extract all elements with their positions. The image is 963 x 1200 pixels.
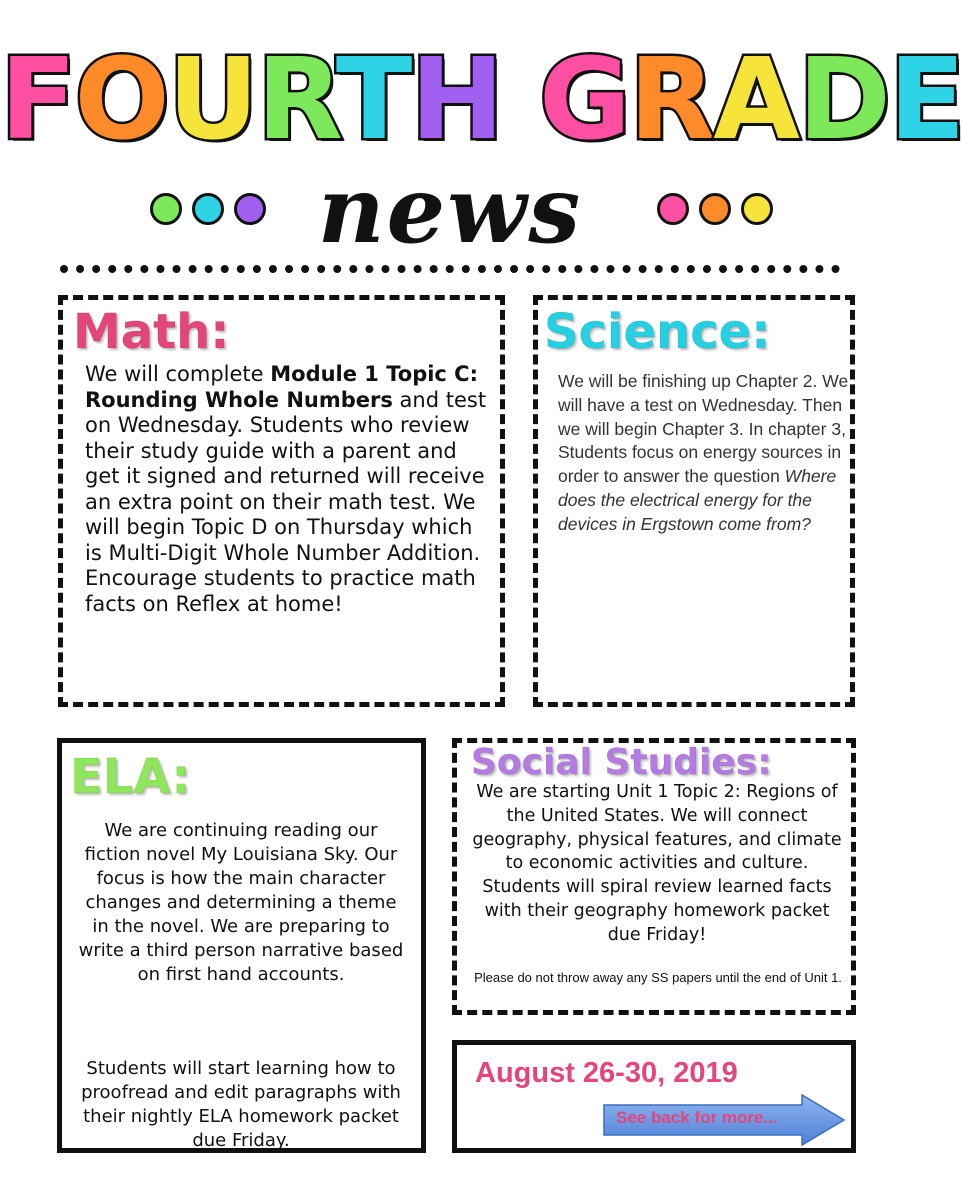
math-section [58,295,505,707]
dotted-divider [60,265,840,275]
social-studies-section [452,738,856,1015]
date-section [452,1040,856,1153]
ela-text [76,795,406,1177]
math-topic: Module 1 Topic C: Rounding Whole Numbers [85,362,478,412]
see-back-label: See back for more... [616,1108,778,1127]
title-letter: O [74,35,168,165]
decorative-dot [741,193,773,225]
decorative-dots-right [657,193,773,225]
math-heading: Math: [73,304,230,360]
ela-heading: ELA: [70,749,191,805]
title-letter [502,35,539,165]
week-date: August 26-30, 2019 [475,1057,738,1089]
title-letter: T [335,35,411,165]
title-letter: A [713,35,798,165]
title-letter: D [797,35,889,165]
decorative-dot [657,193,689,225]
science-text: We will be finishing up Chapter 2. We will have a test on Wednesday. Then we will begin Chapter 3. In chapter 3, Students focus on energy sources in order to answer the question Where does the electrical energy for the devices in Ergstown come from? [558,371,849,534]
see-back-arrow[interactable] [602,1093,846,1147]
newsletter-title [0,30,963,170]
science-question: Where does the electrical energy for the devices in Ergstown come from? [558,466,837,534]
title-letter: U [167,35,257,165]
title-letter: R [628,35,714,165]
title-letter: E [888,35,963,165]
social-studies-note: Please do not throw away any SS papers until the end of Unit 1. [474,970,842,985]
title-letter: F [0,35,75,165]
decorative-dot [699,193,731,225]
title-letter: G [539,35,629,165]
title-letter: R [256,35,336,165]
math-text: We will complete Module 1 Topic C: Rounding Whole Numbers and test on Wednesday. Students who review their study guide with a parent and get it signed and returned will receive an extra point on their math test. We will begin Topic D on Thursday which is Multi-Digit Whole Number Addition. Encourage students to practice math facts on Reflex at home! [85,362,487,616]
social-studies-heading: Social Studies: [471,742,772,783]
social-studies-text: We are starting Unit 1 Topic 2: Regions of the United States. We will connect geography, physical features, and climate to economic activities and culture. Students will spiral review learned facts with their geography homework packet due Friday! [472,782,842,945]
ela-paragraph-1: We are continuing reading our fiction novel My Louisiana Sky. Our focus is how the main character changes and determining a theme in the novel. We are preparing to write a third person narrative based on first hand accounts. [78,820,404,985]
ela-paragraph-2: Students will start learning how to proofread and edit paragraphs with their nightly ELA homework packet due Friday. [81,1058,401,1151]
title-letter: H [410,35,503,165]
science-heading: Science: [544,304,771,360]
newsletter-subtitle: news [317,156,583,264]
ela-section [57,738,426,1153]
science-section [533,295,855,707]
